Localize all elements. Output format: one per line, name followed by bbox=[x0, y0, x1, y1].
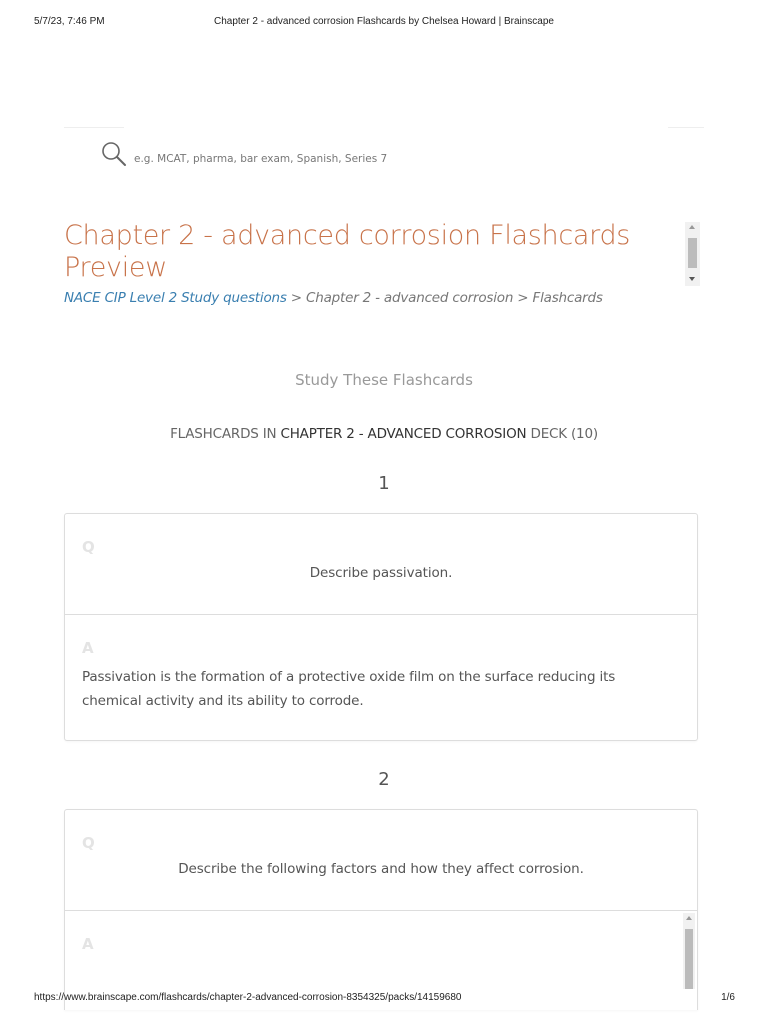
question-section bbox=[65, 810, 697, 911]
answer-scrollbar[interactable] bbox=[683, 913, 695, 989]
question-text: Describe passivation. bbox=[309, 565, 453, 581]
print-footer bbox=[0, 992, 768, 1006]
print-url: https://www.brainscape.com/flashcards/chapter-2-advanced-corrosion-8354325/packs/14159680 bbox=[34, 992, 462, 1003]
answer-line: chemical activity and its ability to corrode. bbox=[82, 693, 364, 709]
breadcrumb-current: Chapter 2 - advanced corrosion bbox=[306, 290, 514, 306]
print-datetime: 5/7/23, 7:46 PM bbox=[34, 16, 105, 27]
breadcrumb-parent-link[interactable]: NACE CIP Level 2 Study questions bbox=[64, 290, 287, 306]
answer-section bbox=[65, 615, 697, 740]
title-scrollbar[interactable] bbox=[685, 222, 700, 286]
question-text: Describe the following factors and how they affect corrosion. bbox=[178, 861, 584, 877]
flashcard bbox=[64, 513, 698, 741]
scroll-up-arrow-icon[interactable] bbox=[686, 916, 692, 920]
scroll-thumb[interactable] bbox=[688, 238, 697, 268]
deck-heading-prefix: FLASHCARDS IN bbox=[170, 426, 281, 442]
deck-name: CHAPTER 2 - ADVANCED CORROSION bbox=[280, 426, 527, 442]
study-flashcards-link[interactable]: Study These Flashcards bbox=[295, 371, 473, 389]
print-page-title: Chapter 2 - advanced corrosion Flashcards by Chelsea Howard | Brainscape bbox=[214, 16, 554, 27]
print-header bbox=[0, 16, 768, 30]
breadcrumb-separator: > bbox=[286, 290, 306, 306]
answer-label: A bbox=[82, 935, 94, 953]
answer-label: A bbox=[82, 639, 94, 657]
question-label: Q bbox=[82, 538, 95, 556]
search-icon[interactable] bbox=[101, 141, 127, 167]
breadcrumb bbox=[64, 290, 684, 306]
deck-heading bbox=[0, 426, 768, 442]
header-divider-right bbox=[668, 127, 704, 128]
scroll-up-arrow-icon[interactable] bbox=[689, 225, 695, 229]
card-number: 1 bbox=[378, 473, 390, 494]
breadcrumb-tail: Flashcards bbox=[532, 290, 603, 306]
flashcard bbox=[64, 809, 698, 1010]
page-title: Chapter 2 - advanced corrosion Flashcards Preview bbox=[64, 220, 631, 283]
print-page-number: 1/6 bbox=[721, 992, 735, 1003]
breadcrumb-separator: > bbox=[513, 290, 533, 306]
question-section bbox=[65, 514, 697, 615]
question-label: Q bbox=[82, 834, 95, 852]
scroll-thumb[interactable] bbox=[685, 929, 693, 989]
answer-line: Passivation is the formation of a protective oxide film on the surface reducing its bbox=[82, 669, 616, 685]
answer-text bbox=[82, 665, 672, 713]
search-input[interactable] bbox=[134, 150, 534, 168]
deck-count: DECK (10) bbox=[526, 426, 598, 442]
card-number: 2 bbox=[378, 769, 390, 790]
scroll-down-arrow-icon[interactable] bbox=[689, 277, 695, 281]
header-divider-left bbox=[64, 127, 124, 128]
